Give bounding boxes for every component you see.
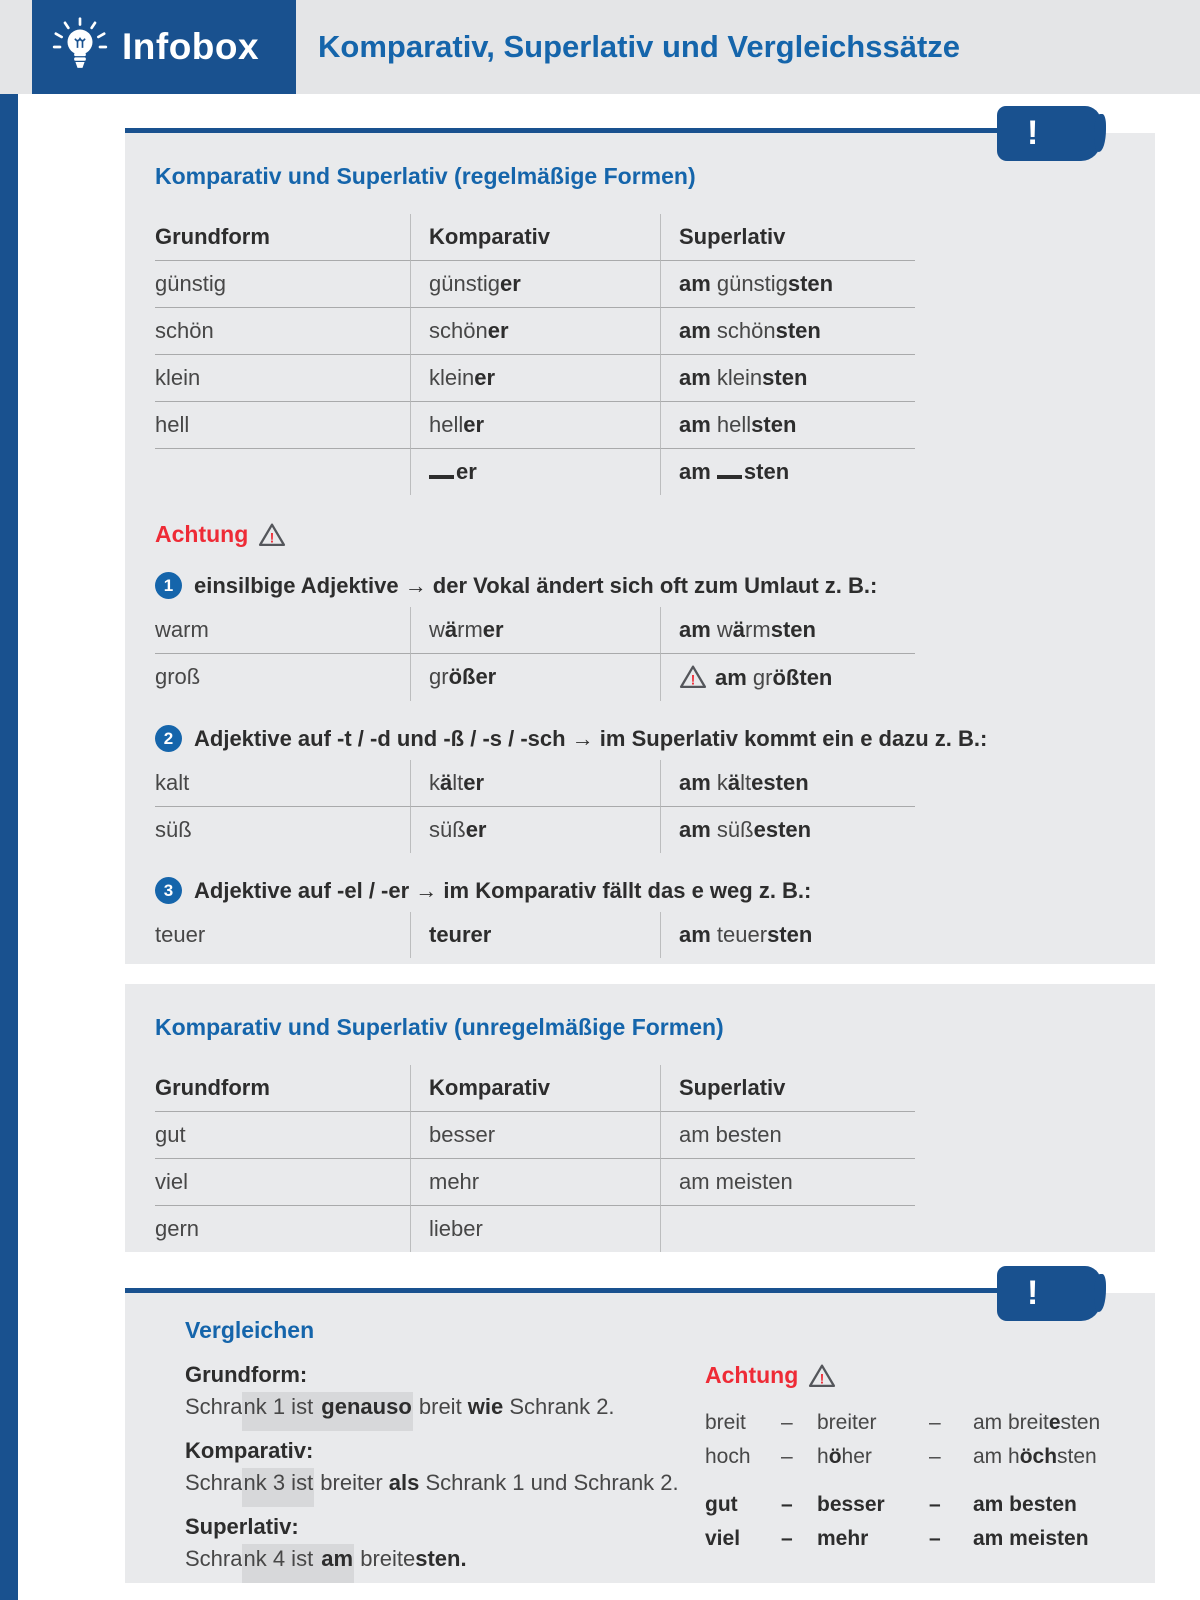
text-run: lieber [429, 1216, 483, 1241]
text-run: am [320, 1544, 354, 1583]
irregular-forms-table [155, 1065, 915, 1252]
comparison-base [705, 1525, 781, 1553]
text-run: Schrank 2. [503, 1394, 615, 1419]
divider-rule [125, 1288, 1003, 1293]
table-cell [410, 807, 660, 853]
text-run: gr [429, 664, 449, 689]
text-run: sten [787, 271, 834, 296]
rule-note-3 [155, 877, 1155, 904]
text-run: k [710, 770, 728, 795]
table-header-cell [660, 1065, 915, 1112]
text-run: gern [155, 1216, 200, 1241]
text-run: sten. [415, 1546, 467, 1571]
table-cell [660, 449, 915, 495]
text-run: besser [429, 1122, 496, 1147]
dash-separator: – [929, 1527, 941, 1550]
table-cell [410, 654, 660, 701]
table-cell [660, 912, 915, 958]
text-run: esten [751, 770, 809, 795]
dash-separator: – [781, 1445, 793, 1468]
text-run: Schra [185, 1546, 243, 1571]
infobox-label: Infobox [122, 26, 260, 67]
text-run [711, 459, 717, 484]
text-run: lt [740, 770, 752, 795]
example-sentence [185, 1392, 705, 1422]
text-run: Superlativ [679, 1075, 786, 1100]
e-insertion-examples-table [155, 760, 915, 853]
dash-separator: – [929, 1445, 941, 1468]
text-run: mehr [817, 1527, 869, 1550]
dash-separator: – [781, 1493, 793, 1516]
text-run: Schra [185, 1394, 243, 1419]
text-run: er [465, 817, 487, 842]
text-run: hell [155, 412, 190, 437]
blank-line [717, 475, 742, 479]
text-run: her [841, 1445, 872, 1468]
comparison-base [705, 1491, 781, 1519]
text-run: klein [429, 365, 475, 390]
comparison-comp [817, 1491, 929, 1519]
table-header-cell [410, 1065, 660, 1112]
table-cell [155, 402, 410, 449]
table-cell [155, 1206, 410, 1252]
table-cell [660, 355, 915, 402]
table-cell [155, 1112, 410, 1159]
text-run: gut [155, 1122, 186, 1147]
text-run: gut [705, 1493, 738, 1516]
text-run: süß [155, 817, 192, 842]
left-accent-bar [0, 94, 18, 1600]
exclamation-mark: ! [1027, 114, 1039, 152]
note-text: Adjektive auf -el / -er → im Komparativ fällt das e weg z. B.: [194, 877, 812, 903]
table-cell [155, 449, 410, 495]
text-run: am [679, 922, 711, 947]
table-cell [410, 261, 660, 308]
table-cell [660, 654, 915, 701]
note-text: Adjektive auf -t / -d und -ß / -s / -sch → im Superlativ kommt ein e dazu z. B.: [194, 725, 988, 751]
text-run: Schrank 1 und Schrank 2. [419, 1470, 679, 1495]
dash-separator: – [781, 1527, 793, 1550]
text-run: am meisten [679, 1169, 793, 1194]
text-run: sten [751, 412, 797, 437]
text-run: am [679, 365, 711, 390]
text-run: e [1048, 1411, 1061, 1434]
text-run: nk 1 ist [242, 1392, 320, 1431]
text-run: Komparativ [429, 224, 551, 249]
text-run: Komparativ [429, 1075, 551, 1100]
text-run: genauso [320, 1392, 412, 1431]
comparison-box [125, 1274, 1155, 1583]
section-heading: Komparativ und Superlativ (unregelmäßige Formen) [155, 1014, 724, 1040]
text-run: er [482, 617, 504, 642]
text-run: ä [440, 770, 453, 795]
note-text: einsilbige Adjektive → der Vokal ändert sich oft zum Umlaut z. B.: [194, 572, 878, 598]
text-run: ä [444, 617, 458, 642]
table-cell [410, 760, 660, 807]
example-sentence [185, 1544, 705, 1574]
example-sentences [185, 1362, 705, 1590]
table-cell [410, 1159, 660, 1206]
numbered-circle-icon: 1 [155, 572, 182, 599]
table-cell [155, 607, 410, 654]
page-title: Komparativ, Superlativ und Vergleichssätze [318, 29, 961, 64]
comparison-sup [973, 1525, 1125, 1553]
numbered-circle-icon: 2 [155, 725, 182, 752]
exclamation-badge [997, 1266, 1101, 1321]
exclamation-badge [997, 106, 1101, 161]
text-run: groß [155, 664, 201, 689]
table-cell [660, 261, 915, 308]
example-item [185, 1514, 705, 1574]
text-run: teurer [429, 922, 492, 947]
text-run: wie [467, 1394, 504, 1419]
table-cell [410, 449, 660, 495]
rule-note-1 [155, 572, 1155, 599]
text-run: sten [743, 459, 790, 484]
table-cell [410, 355, 660, 402]
comparison-sup [973, 1409, 1125, 1437]
example-item [185, 1362, 705, 1422]
blank-line [429, 475, 454, 479]
text-run: ößer [448, 664, 497, 689]
text-run: lt [452, 770, 464, 795]
text-run: rm [745, 617, 771, 642]
text-run: w [429, 617, 445, 642]
text-run: er [474, 365, 496, 390]
divider-rule [125, 128, 1003, 133]
exclamation-mark: ! [1027, 1274, 1039, 1312]
text-run: breit [705, 1411, 746, 1434]
table-cell [410, 1206, 660, 1252]
comparison-group [705, 1409, 1125, 1471]
comparison-comp [817, 1525, 929, 1553]
text-run: er [487, 318, 509, 343]
warning-triangle-icon [258, 522, 286, 547]
text-run: Schra [185, 1470, 243, 1495]
text-run: h [817, 1445, 829, 1468]
text-run: schön [429, 318, 488, 343]
table-cell [660, 1206, 915, 1252]
table-cell [155, 308, 410, 355]
text-run: nk 3 ist [242, 1468, 314, 1507]
table-cell [410, 912, 660, 958]
text-run: klein [710, 365, 763, 390]
text-run: sten [1060, 1411, 1101, 1434]
text-run: klein [155, 365, 201, 390]
text-run: warm [155, 617, 209, 642]
text-run: er [456, 459, 477, 484]
achtung-label: Achtung [155, 521, 249, 547]
text-run: Grundform [155, 224, 270, 249]
text-run: schön [710, 318, 776, 343]
text-run: ö [828, 1445, 842, 1468]
text-run: nk 4 ist [242, 1544, 320, 1583]
text-run: sten [770, 617, 816, 642]
text-run: als [388, 1470, 420, 1495]
table-header-cell [410, 214, 660, 261]
table-header-cell [660, 214, 915, 261]
table-cell [155, 807, 410, 853]
e-drop-examples-table [155, 912, 915, 958]
text-run: viel [155, 1169, 189, 1194]
text-run: süß [710, 817, 754, 842]
comparison-comp [817, 1409, 929, 1437]
regular-forms-table [155, 214, 915, 495]
comparison-lists [705, 1362, 1155, 1590]
comparison-rows [705, 1409, 1155, 1553]
dash-separator: – [781, 1411, 793, 1434]
text-run: am besten [679, 1122, 782, 1147]
table-header-cell [155, 1065, 410, 1112]
example-label: Komparativ: [185, 1438, 314, 1463]
achtung-heading [705, 1362, 1155, 1389]
text-run: sten [775, 318, 821, 343]
text-run: am [679, 271, 711, 296]
text-run: esten [753, 817, 812, 842]
table-cell [660, 1159, 915, 1206]
text-run: besser [817, 1493, 885, 1516]
text-run: mehr [429, 1169, 480, 1194]
text-run: breiter [314, 1470, 389, 1495]
text-run: öch [1019, 1445, 1058, 1468]
text-run: günstig [429, 271, 500, 296]
text-run: viel [705, 1527, 741, 1550]
table-cell [660, 402, 915, 449]
warning-triangle-icon [679, 664, 707, 689]
text-run: gr [746, 665, 773, 690]
text-run: am [679, 459, 711, 484]
text-run: sten [767, 922, 813, 947]
achtung-heading [155, 521, 1155, 548]
text-run: hell [710, 412, 752, 437]
svg-text:!: ! [820, 1371, 825, 1387]
section-heading: Vergleichen [185, 1317, 315, 1343]
dash-separator: – [929, 1411, 941, 1434]
comparison-columns [185, 1362, 1155, 1590]
achtung-label: Achtung [705, 1362, 799, 1388]
comparison-comp [817, 1443, 929, 1471]
table-cell [155, 1159, 410, 1206]
comparison-base [705, 1443, 781, 1471]
text-run: ößten [772, 665, 833, 690]
table-cell [660, 1112, 915, 1159]
table-cell [155, 355, 410, 402]
text-run: süß [429, 817, 466, 842]
umlaut-examples-table [155, 607, 915, 701]
comparison-group [705, 1491, 1125, 1553]
text-run: am [679, 617, 711, 642]
text-run: er [463, 412, 485, 437]
table-cell [660, 807, 915, 853]
text-run: Superlativ [679, 224, 786, 249]
table-header-cell [155, 214, 410, 261]
table-cell [410, 402, 660, 449]
infobox-brand [32, 0, 296, 94]
text-run: er [463, 770, 485, 795]
table-cell [155, 261, 410, 308]
irregular-forms-box [125, 984, 1155, 1252]
numbered-circle-icon: 3 [155, 877, 182, 904]
text-run: breiter [817, 1411, 877, 1434]
text-run: er [499, 271, 521, 296]
table-cell [155, 654, 410, 701]
text-run: am besten [973, 1493, 1077, 1516]
text-run: w [710, 617, 733, 642]
text-run: ä [732, 617, 746, 642]
text-run: teuer [710, 922, 768, 947]
text-run: am [679, 318, 711, 343]
example-label: Superlativ: [185, 1514, 299, 1539]
text-run: breite [354, 1546, 416, 1571]
text-run: günstig [710, 271, 788, 296]
section-heading: Komparativ und Superlativ (regelmäßige Formen) [155, 163, 696, 189]
table-cell [155, 912, 410, 958]
lightbulb-icon [50, 17, 110, 77]
text-run: am [679, 412, 711, 437]
text-run: sten [1057, 1445, 1097, 1468]
text-run: am breit [973, 1411, 1049, 1434]
text-run: breit [412, 1394, 468, 1419]
svg-text:!: ! [690, 672, 696, 688]
example-sentence [185, 1468, 705, 1498]
comparison-base [705, 1409, 781, 1437]
table-cell [410, 1112, 660, 1159]
table-cell [660, 760, 915, 807]
table-cell [660, 308, 915, 355]
text-run: rm [457, 617, 483, 642]
text-run: schön [155, 318, 214, 343]
text-run: am meisten [973, 1527, 1089, 1550]
text-run: am [715, 665, 747, 690]
text-run: sten [762, 365, 808, 390]
text-run: am h [973, 1445, 1020, 1468]
example-label: Grundform: [185, 1362, 308, 1387]
text-run: hoch [705, 1445, 751, 1468]
rule-note-2 [155, 725, 1155, 752]
text-run: günstig [155, 271, 226, 296]
regular-forms-box [125, 114, 1155, 964]
text-run: Grundform [155, 1075, 270, 1100]
example-item [185, 1438, 705, 1498]
dash-separator: – [929, 1493, 941, 1516]
table-cell [410, 607, 660, 654]
svg-text:!: ! [270, 530, 275, 546]
text-run: teuer [155, 922, 206, 947]
text-run: am [679, 770, 711, 795]
text-run: hell [429, 412, 464, 437]
comparison-sup [973, 1491, 1125, 1519]
table-cell [410, 308, 660, 355]
warning-triangle-icon [808, 1363, 836, 1388]
text-run: kalt [155, 770, 190, 795]
text-run: am [679, 817, 711, 842]
table-cell [155, 760, 410, 807]
text-run: k [429, 770, 440, 795]
table-cell [660, 607, 915, 654]
comparison-sup [973, 1443, 1125, 1471]
text-run: ä [727, 770, 741, 795]
